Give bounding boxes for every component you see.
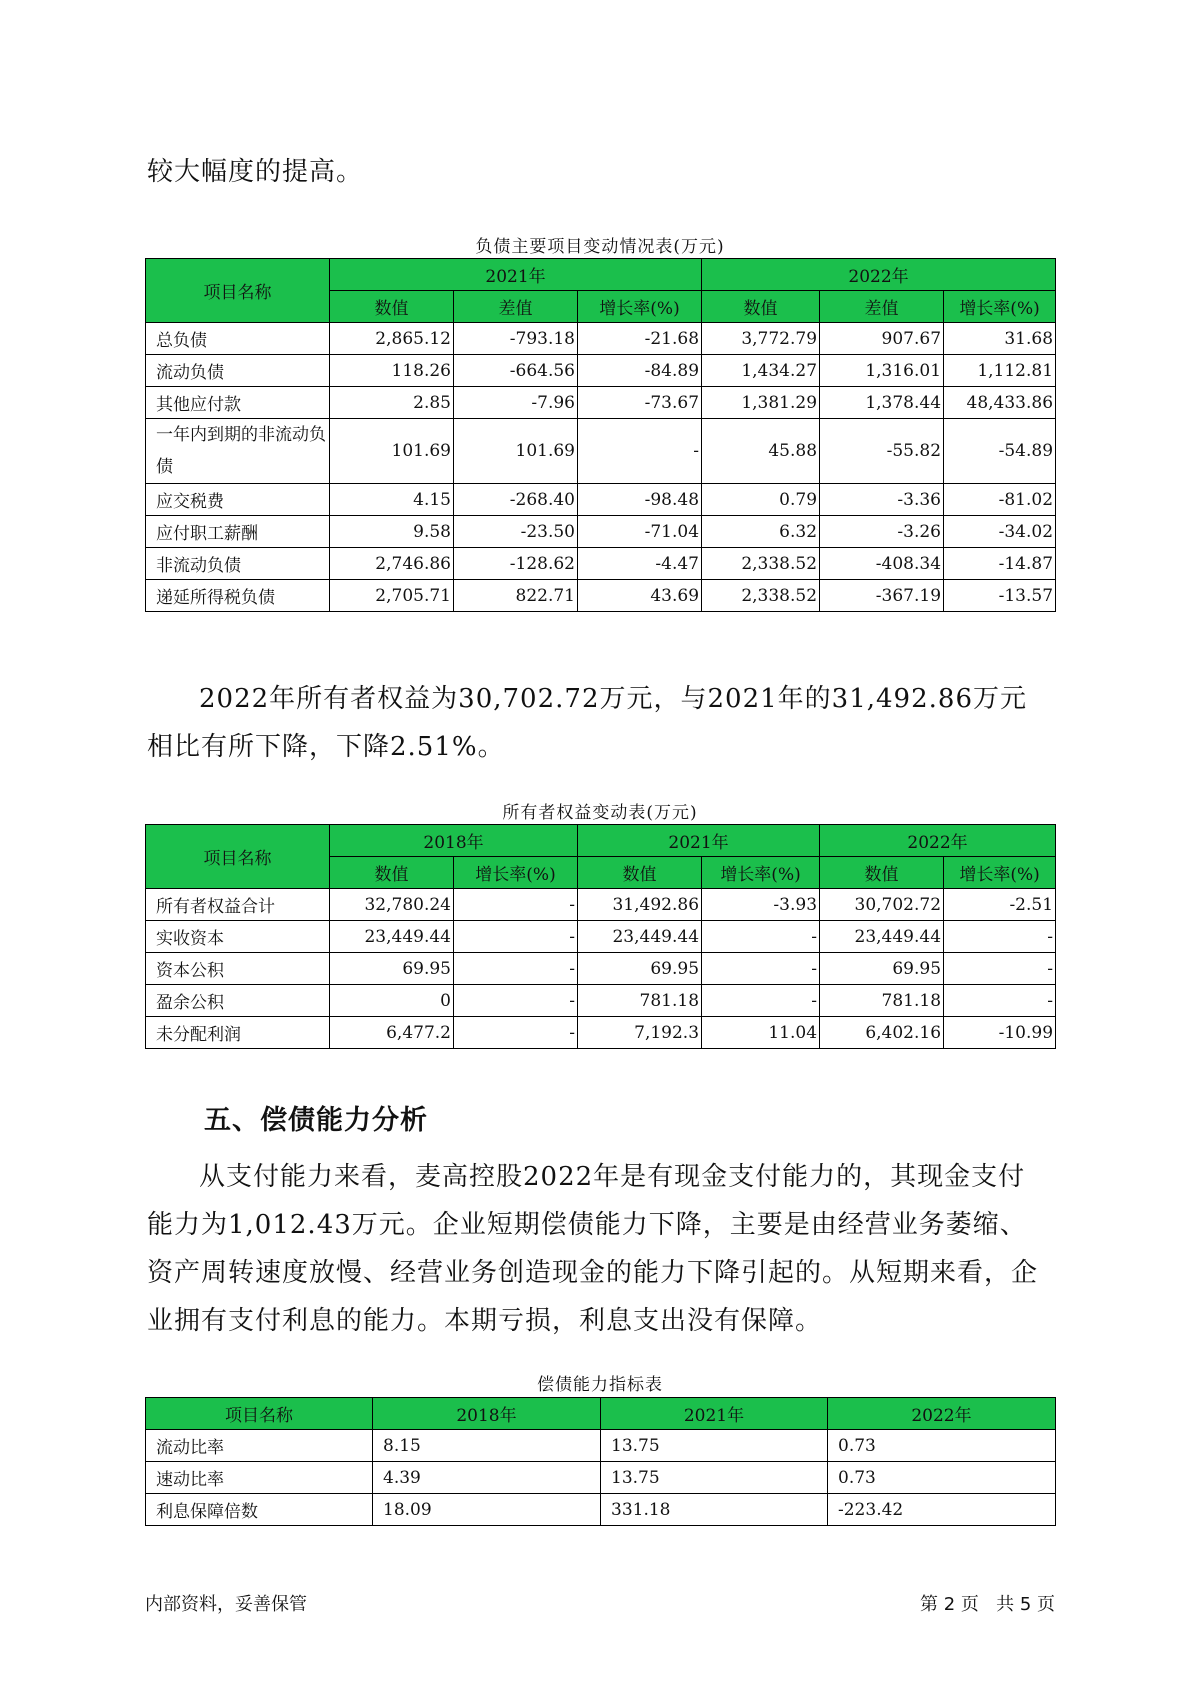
table-row (146, 921, 1056, 953)
table-cell: - (454, 889, 578, 921)
table-cell: -55.82 (820, 419, 944, 484)
table-cell: -223.42 (828, 1494, 1056, 1526)
table-row (146, 387, 1056, 419)
table-cell: 43.69 (578, 580, 702, 612)
footer-page-number: 第 2 页 共 5 页 (920, 1594, 1055, 1615)
table-cell: 13.75 (601, 1462, 828, 1494)
table-cell: 0 (330, 985, 454, 1017)
table-cell: -664.56 (454, 355, 578, 387)
table1-year-2021: 2021年 (330, 259, 702, 291)
table-cell: 6,477.2 (330, 1017, 454, 1049)
table-cell: -7.96 (454, 387, 578, 419)
table1-subheader: 增长率(%) (944, 291, 1056, 323)
table1-caption: 负债主要项目变动情况表(万元) (475, 237, 725, 257)
solvency-paragraph: 从支付能力来看，麦高控股2022年是有现金支付能力的，其现金支付能力为1,012.43万元。企业短期偿债能力下降，主要是由经营业务萎缩、资产周转速度放慢、经营业务创造现金的能力下降引起的。从短期来看，企业拥有支付利息的能力。本期亏损，利息支出没有保障。 (147, 1162, 1039, 1336)
table-cell: -268.40 (454, 484, 578, 516)
table2-year-2018: 2018年 (330, 825, 578, 857)
table2-year-2022: 2022年 (820, 825, 1056, 857)
table-cell: - (454, 1017, 578, 1049)
table-cell: -71.04 (578, 516, 702, 548)
table-cell: - (702, 953, 820, 985)
equity-table (145, 824, 1056, 1049)
table2-body (146, 889, 1056, 1049)
table1-subheader: 数值 (702, 291, 820, 323)
table2-caption: 所有者权益变动表(万元) (502, 803, 698, 823)
row-label: 递延所得税负债 (146, 580, 330, 612)
table2-year-2021: 2021年 (578, 825, 820, 857)
table-cell: 0.73 (828, 1462, 1056, 1494)
table-cell: 6.32 (702, 516, 820, 548)
table-row (146, 1494, 1056, 1526)
liabilities-table (145, 258, 1056, 612)
table2-subheader: 数值 (330, 857, 454, 889)
table-cell: 1,316.01 (820, 355, 944, 387)
table-cell: 822.71 (454, 580, 578, 612)
table-cell: -4.47 (578, 548, 702, 580)
section-heading: 五、偿债能力分析 (204, 1105, 428, 1136)
table1-subheader: 增长率(%) (578, 291, 702, 323)
table-cell: 23,449.44 (578, 921, 702, 953)
table-row (146, 1430, 1056, 1462)
table-cell: 101.69 (330, 419, 454, 484)
table-row (146, 889, 1056, 921)
table-cell: 2,746.86 (330, 548, 454, 580)
table-cell: 23,449.44 (330, 921, 454, 953)
table3-header: 2022年 (828, 1398, 1056, 1430)
table-cell: -14.87 (944, 548, 1056, 580)
table-row (146, 419, 1056, 484)
table-cell: -128.62 (454, 548, 578, 580)
table-cell: 1,434.27 (702, 355, 820, 387)
table1-name-header: 项目名称 (146, 259, 330, 323)
table-row (146, 355, 1056, 387)
table-cell: 2,705.71 (330, 580, 454, 612)
row-label: 应交税费 (146, 484, 330, 516)
table2-subheader: 增长率(%) (702, 857, 820, 889)
table-cell: 8.15 (373, 1430, 601, 1462)
row-label: 一年内到期的非流动负债 (146, 419, 330, 484)
table-cell: 45.88 (702, 419, 820, 484)
table-cell: 11.04 (702, 1017, 820, 1049)
table-cell: 2,338.52 (702, 580, 820, 612)
table2-name-header: 项目名称 (146, 825, 330, 889)
table-cell: - (944, 953, 1056, 985)
table-cell: 1,378.44 (820, 387, 944, 419)
equity-paragraph: 2022年所有者权益为30,702.72万元，与2021年的31,492.86万元相比有所下降，下降2.51%。 (147, 684, 1027, 762)
table-cell: 18.09 (373, 1494, 601, 1526)
table-cell: -367.19 (820, 580, 944, 612)
table-row (146, 484, 1056, 516)
table-row (146, 953, 1056, 985)
row-label: 流动负债 (146, 355, 330, 387)
table-cell: 3,772.79 (702, 323, 820, 355)
table-row (146, 1462, 1056, 1494)
table-cell: 7,192.3 (578, 1017, 702, 1049)
table1-body (146, 323, 1056, 612)
row-label: 所有者权益合计 (146, 889, 330, 921)
table2-subheader: 数值 (578, 857, 702, 889)
table-cell: -2.51 (944, 889, 1056, 921)
table-row (146, 1017, 1056, 1049)
table-row (146, 323, 1056, 355)
table-row (146, 516, 1056, 548)
table-cell: -73.67 (578, 387, 702, 419)
table-cell: - (454, 921, 578, 953)
table-cell: - (702, 921, 820, 953)
row-label: 速动比率 (146, 1462, 373, 1494)
table-cell: 30,702.72 (820, 889, 944, 921)
table-cell: -81.02 (944, 484, 1056, 516)
table1-subheader: 差值 (820, 291, 944, 323)
table-cell: 1,112.81 (944, 355, 1056, 387)
table-cell: -23.50 (454, 516, 578, 548)
table-cell: 31.68 (944, 323, 1056, 355)
row-label: 应付职工薪酬 (146, 516, 330, 548)
row-label: 利息保障倍数 (146, 1494, 373, 1526)
table-cell: -21.68 (578, 323, 702, 355)
table-row (146, 548, 1056, 580)
row-label: 流动比率 (146, 1430, 373, 1462)
table-cell: -793.18 (454, 323, 578, 355)
table-cell: - (454, 985, 578, 1017)
table-cell: 69.95 (578, 953, 702, 985)
table-cell: 1,381.29 (702, 387, 820, 419)
table-cell: 781.18 (820, 985, 944, 1017)
table3-body (146, 1430, 1056, 1526)
table-row (146, 985, 1056, 1017)
table-cell: 2,865.12 (330, 323, 454, 355)
table1-subheader: 差值 (454, 291, 578, 323)
table-cell: 118.26 (330, 355, 454, 387)
table-cell: -34.02 (944, 516, 1056, 548)
table-cell: -54.89 (944, 419, 1056, 484)
row-label: 实收资本 (146, 921, 330, 953)
table-cell: 0.73 (828, 1430, 1056, 1462)
table-cell: 4.15 (330, 484, 454, 516)
table-cell: -13.57 (944, 580, 1056, 612)
table2-subheader: 数值 (820, 857, 944, 889)
table-cell: -84.89 (578, 355, 702, 387)
table-cell: 781.18 (578, 985, 702, 1017)
table-cell: -3.26 (820, 516, 944, 548)
table-cell: -408.34 (820, 548, 944, 580)
table-cell: 2,338.52 (702, 548, 820, 580)
table-cell: 907.67 (820, 323, 944, 355)
table-cell: 32,780.24 (330, 889, 454, 921)
table-cell: 6,402.16 (820, 1017, 944, 1049)
table2-subheader: 增长率(%) (944, 857, 1056, 889)
table3-header: 2021年 (601, 1398, 828, 1430)
table-cell: -3.93 (702, 889, 820, 921)
row-label: 未分配利润 (146, 1017, 330, 1049)
table3-caption: 偿债能力指标表 (537, 1375, 663, 1395)
table-cell: -3.36 (820, 484, 944, 516)
intro-line: 较大幅度的提高。 (147, 157, 364, 187)
table-cell: 0.79 (702, 484, 820, 516)
table-cell: 4.39 (373, 1462, 601, 1494)
table-cell: - (702, 985, 820, 1017)
table1-subheader: 数值 (330, 291, 454, 323)
row-label: 盈余公积 (146, 985, 330, 1017)
table-cell: 2.85 (330, 387, 454, 419)
table-cell: 69.95 (330, 953, 454, 985)
table-cell: - (454, 953, 578, 985)
table-cell: 331.18 (601, 1494, 828, 1526)
table-cell: - (578, 419, 702, 484)
table-cell: 31,492.86 (578, 889, 702, 921)
table-cell: -10.99 (944, 1017, 1056, 1049)
table-cell: 13.75 (601, 1430, 828, 1462)
table-cell: 48,433.86 (944, 387, 1056, 419)
table-cell: 9.58 (330, 516, 454, 548)
table3-header: 2018年 (373, 1398, 601, 1430)
row-label: 资本公积 (146, 953, 330, 985)
row-label: 非流动负债 (146, 548, 330, 580)
table1-year-2022: 2022年 (702, 259, 1056, 291)
table-cell: -98.48 (578, 484, 702, 516)
table2-subheader: 增长率(%) (454, 857, 578, 889)
table3-header: 项目名称 (146, 1398, 373, 1430)
row-label: 其他应付款 (146, 387, 330, 419)
solvency-table (145, 1397, 1056, 1526)
table-cell: 101.69 (454, 419, 578, 484)
table-cell: - (944, 921, 1056, 953)
row-label: 总负债 (146, 323, 330, 355)
table-cell: 23,449.44 (820, 921, 944, 953)
footer-left: 内部资料，妥善保管 (145, 1594, 307, 1615)
table-row (146, 580, 1056, 612)
table-cell: - (944, 985, 1056, 1017)
table-cell: 69.95 (820, 953, 944, 985)
